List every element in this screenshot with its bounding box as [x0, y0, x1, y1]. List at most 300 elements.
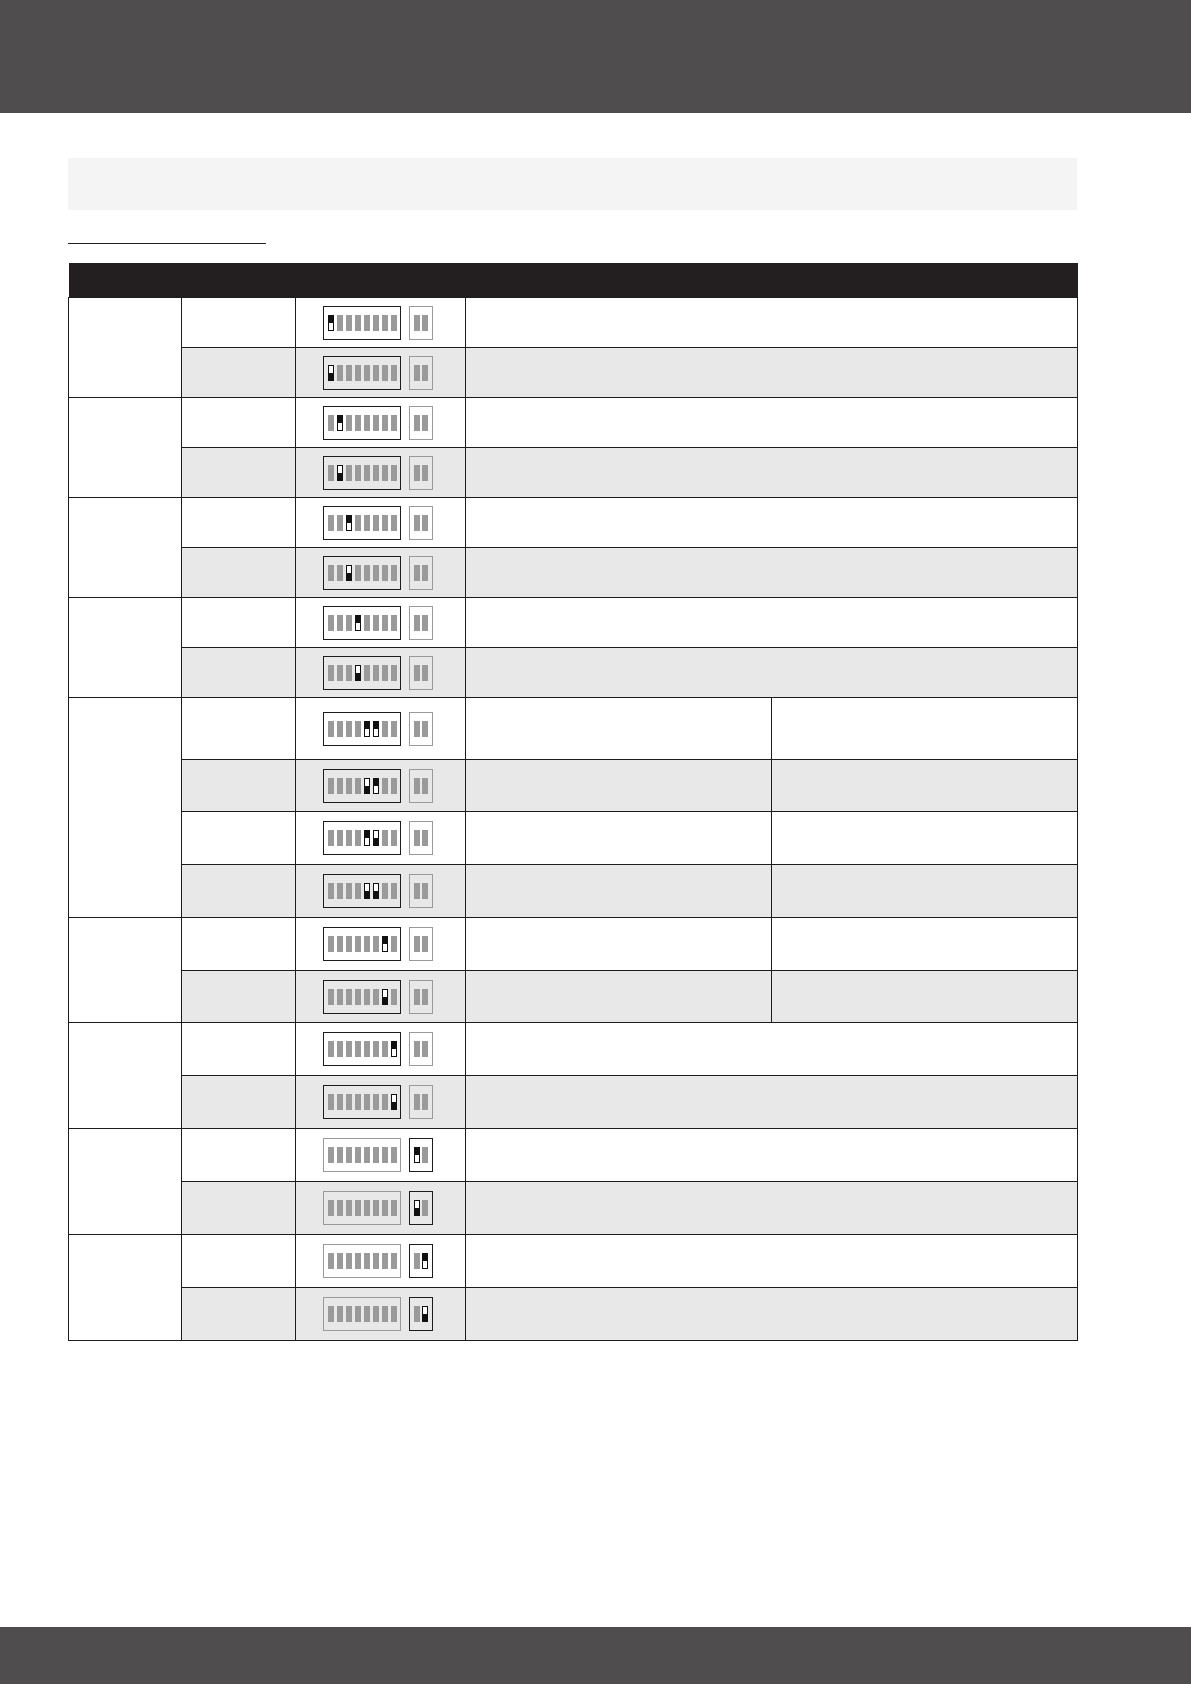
dip-switch-toggle [414, 665, 420, 681]
dip-switch-toggle [328, 989, 334, 1005]
setting-cell [182, 1235, 296, 1288]
dip-switch-toggle [382, 415, 388, 431]
dip-switch-bank-8 [323, 356, 401, 390]
description-cell-secondary [772, 865, 1078, 918]
switch-diagram [296, 712, 465, 746]
dip-switch-toggle [355, 1253, 361, 1269]
dip-switch-toggle [391, 315, 397, 331]
dip-switch-toggle [364, 989, 370, 1005]
dip-switch-toggle [337, 721, 343, 737]
dip-switch-toggle [382, 615, 388, 631]
dip-switch-toggle [422, 415, 428, 431]
dip-switch-bank-8 [323, 1032, 401, 1066]
group-cell [69, 498, 182, 598]
dip-switch-toggle [373, 883, 379, 899]
dip-switch-toggle [328, 315, 334, 331]
switch-diagram [296, 656, 465, 690]
dip-switch-toggle [364, 1306, 370, 1322]
description-cell [466, 812, 772, 865]
switch-diagram-cell [296, 1023, 466, 1076]
switch-diagram [296, 1244, 465, 1278]
dip-switch-toggle [391, 1253, 397, 1269]
switch-diagram [296, 980, 465, 1014]
dip-switch-toggle [382, 778, 388, 794]
dip-switch-toggle [364, 936, 370, 952]
dip-switch-toggle [328, 615, 334, 631]
footer-band [0, 1627, 1191, 1684]
dip-switch-toggle [337, 936, 343, 952]
dip-switch-bank-2 [409, 606, 433, 640]
description-cell [466, 498, 1078, 548]
dip-switch-toggle [364, 615, 370, 631]
dip-switch-toggle [382, 883, 388, 899]
dip-switch-toggle [355, 1200, 361, 1216]
dip-switch-bank-2 [409, 356, 433, 390]
table-row [69, 1288, 1078, 1341]
switch-diagram-cell [296, 548, 466, 598]
dip-switch-toggle [328, 515, 334, 531]
description-cell [466, 1288, 1078, 1341]
setting-cell [182, 1023, 296, 1076]
setting-cell [182, 298, 296, 348]
dip-switch-toggle [355, 936, 361, 952]
dip-switch-toggle [346, 515, 352, 531]
setting-cell [182, 812, 296, 865]
dip-switch-toggle [328, 883, 334, 899]
dip-switch-bank-8 [323, 712, 401, 746]
group-cell [69, 1235, 182, 1341]
dip-switch-bank-8 [323, 1297, 401, 1331]
dip-switch-bank-8 [323, 406, 401, 440]
setting-cell [182, 498, 296, 548]
dip-switch-toggle [391, 665, 397, 681]
dip-switch-bank-8 [323, 1244, 401, 1278]
dip-switch-toggle [355, 365, 361, 381]
setting-cell [182, 971, 296, 1023]
dip-switch-toggle [364, 465, 370, 481]
dip-switch-toggle [422, 1094, 428, 1110]
dip-switch-toggle [391, 565, 397, 581]
dip-switch-toggle [337, 465, 343, 481]
dip-switch-toggle [328, 1306, 334, 1322]
dip-switch-bank-8 [323, 1085, 401, 1119]
dip-switch-toggle [391, 1041, 397, 1057]
dip-switch-toggle [355, 565, 361, 581]
dip-switch-toggle [422, 1041, 428, 1057]
table-row [69, 812, 1078, 865]
dip-switch-toggle [328, 1147, 334, 1163]
dip-switch-toggle [422, 515, 428, 531]
table-row [69, 760, 1078, 812]
table-body [69, 298, 1078, 1341]
section-underline [68, 243, 266, 244]
dip-switch-toggle [346, 615, 352, 631]
dip-switch-toggle [346, 1147, 352, 1163]
switch-diagram [296, 1085, 465, 1119]
group-cell [69, 698, 182, 918]
dip-switch-toggle [328, 565, 334, 581]
switch-diagram [296, 406, 465, 440]
dip-switch-toggle [328, 365, 334, 381]
switch-diagram [296, 1138, 465, 1172]
dip-switch-toggle [414, 515, 420, 531]
dip-switch-toggle [337, 883, 343, 899]
dip-switch-toggle [391, 1094, 397, 1110]
dip-switch-toggle [422, 465, 428, 481]
description-cell [466, 1182, 1078, 1235]
dip-switch-bank-2 [409, 769, 433, 803]
dip-switch-toggle [346, 315, 352, 331]
dip-switch-toggle [328, 721, 334, 737]
dip-switch-toggle [355, 615, 361, 631]
group-cell [69, 918, 182, 1023]
header-band [0, 0, 1191, 113]
dip-switch-toggle [382, 1147, 388, 1163]
switch-diagram-cell [296, 1235, 466, 1288]
dip-switch-toggle [337, 415, 343, 431]
description-cell [466, 298, 1078, 348]
switch-diagram [296, 1297, 465, 1331]
dip-switch-toggle [382, 1306, 388, 1322]
dip-switch-toggle [382, 1094, 388, 1110]
dip-switch-toggle [391, 721, 397, 737]
setting-cell [182, 918, 296, 971]
dip-switch-toggle [391, 415, 397, 431]
dip-switch-toggle [414, 830, 420, 846]
dip-switch-bank-2 [409, 656, 433, 690]
dip-switch-bank-8 [323, 306, 401, 340]
switch-diagram [296, 506, 465, 540]
dip-switch-toggle [391, 515, 397, 531]
dip-switch-toggle [346, 415, 352, 431]
description-cell [466, 1023, 1078, 1076]
switch-diagram-cell [296, 1182, 466, 1235]
dip-switch-toggle [414, 315, 420, 331]
dip-switch-toggle [346, 883, 352, 899]
switch-diagram-cell [296, 398, 466, 448]
dip-switch-toggle [355, 1147, 361, 1163]
dip-switch-bank-2 [409, 1297, 433, 1331]
dip-switch-toggle [391, 1306, 397, 1322]
dip-switch-toggle [355, 465, 361, 481]
table-row [69, 1129, 1078, 1182]
description-cell-secondary [772, 918, 1078, 971]
dip-switch-toggle [364, 721, 370, 737]
switch-diagram-cell [296, 971, 466, 1023]
setting-cell [182, 348, 296, 398]
dip-switch-toggle [414, 883, 420, 899]
dip-switch-toggle [373, 1094, 379, 1110]
setting-cell [182, 648, 296, 698]
dip-switch-toggle [373, 1147, 379, 1163]
dip-switch-toggle [337, 1200, 343, 1216]
dip-switch-toggle [346, 365, 352, 381]
setting-cell [182, 448, 296, 498]
dip-switch-toggle [422, 365, 428, 381]
switch-diagram-cell [296, 348, 466, 398]
switch-diagram-cell [296, 698, 466, 760]
dip-switch-toggle [337, 1306, 343, 1322]
description-cell [466, 698, 772, 760]
dip-switch-bank-8 [323, 606, 401, 640]
dip-switch-toggle [382, 1200, 388, 1216]
description-cell [466, 971, 772, 1023]
dip-switch-bank-2 [409, 1244, 433, 1278]
dip-switch-bank-8 [323, 506, 401, 540]
setting-cell [182, 865, 296, 918]
dip-switch-toggle [373, 830, 379, 846]
table-header-row [69, 263, 1078, 298]
table-row [69, 298, 1078, 348]
dip-switch-toggle [422, 936, 428, 952]
dip-switch-toggle [422, 883, 428, 899]
dip-switch-toggle [328, 830, 334, 846]
switch-diagram-cell [296, 918, 466, 971]
dip-switch-toggle [414, 1200, 420, 1216]
switch-diagram [296, 927, 465, 961]
description-cell-secondary [772, 760, 1078, 812]
switch-diagram-cell [296, 598, 466, 648]
dip-switch-toggle [382, 465, 388, 481]
dip-switch-toggle [364, 883, 370, 899]
description-cell [466, 348, 1078, 398]
description-cell [466, 918, 772, 971]
dip-switch-toggle [373, 665, 379, 681]
dip-switch-toggle [391, 830, 397, 846]
dip-switch-toggle [414, 565, 420, 581]
switch-diagram-cell [296, 498, 466, 548]
dip-switch-toggle [346, 465, 352, 481]
dip-switch-toggle [337, 615, 343, 631]
dip-switch-toggle [355, 883, 361, 899]
dip-switch-toggle [346, 1200, 352, 1216]
dip-switch-toggle [328, 778, 334, 794]
dip-switch-toggle [373, 936, 379, 952]
dip-switch-toggle [364, 665, 370, 681]
dip-switch-bank-8 [323, 769, 401, 803]
table-header-cell [466, 263, 772, 298]
dip-switch-toggle [382, 565, 388, 581]
dip-switch-toggle [422, 1147, 428, 1163]
dip-switch-toggle [346, 721, 352, 737]
dip-switch-toggle [391, 778, 397, 794]
dip-switch-toggle [414, 415, 420, 431]
dip-switch-toggle [328, 1253, 334, 1269]
table-row [69, 865, 1078, 918]
dip-switch-toggle [422, 565, 428, 581]
dip-switch-toggle [391, 1200, 397, 1216]
dip-switch-bank-8 [323, 980, 401, 1014]
dip-switch-table [68, 263, 1078, 1341]
dip-switch-toggle [346, 1094, 352, 1110]
table-row [69, 1023, 1078, 1076]
switch-diagram-cell [296, 760, 466, 812]
dip-switch-toggle [346, 936, 352, 952]
description-cell [466, 648, 1078, 698]
dip-switch-toggle [373, 1200, 379, 1216]
dip-switch-bank-8 [323, 874, 401, 908]
dip-switch-toggle [414, 778, 420, 794]
dip-switch-toggle [373, 721, 379, 737]
table-header-cell [772, 263, 1078, 298]
dip-switch-toggle [346, 565, 352, 581]
dip-switch-bank-8 [323, 556, 401, 590]
dip-switch-toggle [391, 883, 397, 899]
dip-switch-bank-2 [409, 1085, 433, 1119]
dip-switch-toggle [346, 1041, 352, 1057]
dip-switch-toggle [337, 515, 343, 531]
switch-diagram [296, 306, 465, 340]
dip-switch-toggle [337, 989, 343, 1005]
dip-switch-toggle [328, 1041, 334, 1057]
description-cell [466, 1129, 1078, 1182]
description-cell [466, 448, 1078, 498]
dip-switch-toggle [328, 665, 334, 681]
switch-diagram [296, 874, 465, 908]
dip-switch-toggle [414, 1253, 420, 1269]
dip-switch-toggle [373, 1306, 379, 1322]
dip-switch-toggle [373, 415, 379, 431]
dip-switch-toggle [337, 1147, 343, 1163]
dip-switch-toggle [382, 989, 388, 1005]
dip-switch-bank-2 [409, 306, 433, 340]
table-row [69, 1235, 1078, 1288]
table-row [69, 918, 1078, 971]
dip-switch-toggle [391, 989, 397, 1005]
description-cell-secondary [772, 971, 1078, 1023]
switch-diagram [296, 456, 465, 490]
table-header-cell [296, 263, 466, 298]
table-row [69, 348, 1078, 398]
dip-switch-toggle [355, 1094, 361, 1110]
dip-switch-toggle [373, 615, 379, 631]
group-cell [69, 1023, 182, 1129]
group-cell [69, 398, 182, 498]
table-row [69, 598, 1078, 648]
table-row [69, 1182, 1078, 1235]
switch-diagram [296, 606, 465, 640]
dip-switch-toggle [373, 1041, 379, 1057]
dip-switch-toggle [422, 665, 428, 681]
dip-switch-toggle [364, 365, 370, 381]
dip-switch-toggle [391, 465, 397, 481]
dip-switch-toggle [346, 1253, 352, 1269]
dip-switch-toggle [414, 1041, 420, 1057]
setting-cell [182, 1076, 296, 1129]
switch-diagram-cell [296, 865, 466, 918]
dip-switch-toggle [391, 936, 397, 952]
switch-diagram [296, 1032, 465, 1066]
dip-switch-toggle [373, 515, 379, 531]
dip-switch-toggle [382, 721, 388, 737]
dip-switch-toggle [382, 1253, 388, 1269]
dip-switch-toggle [328, 465, 334, 481]
dip-switch-toggle [364, 565, 370, 581]
dip-switch-toggle [414, 465, 420, 481]
dip-switch-toggle [364, 1200, 370, 1216]
dip-switch-toggle [364, 515, 370, 531]
table-row [69, 648, 1078, 698]
description-cell [466, 865, 772, 918]
setting-cell [182, 760, 296, 812]
dip-switch-bank-2 [409, 712, 433, 746]
dip-switch-toggle [382, 665, 388, 681]
table-row [69, 548, 1078, 598]
dip-switch-bank-2 [409, 1191, 433, 1225]
dip-switch-toggle [414, 721, 420, 737]
dip-switch-toggle [328, 415, 334, 431]
dip-switch-toggle [355, 1306, 361, 1322]
switch-diagram-cell [296, 1076, 466, 1129]
dip-switch-bank-8 [323, 821, 401, 855]
dip-switch-toggle [391, 365, 397, 381]
switch-diagram-cell [296, 448, 466, 498]
table-header-cell [182, 263, 296, 298]
switch-diagram [296, 556, 465, 590]
dip-switch-bank-2 [409, 927, 433, 961]
dip-switch-toggle [337, 1041, 343, 1057]
dip-switch-toggle [382, 936, 388, 952]
dip-switch-toggle [364, 415, 370, 431]
title-bar [68, 158, 1077, 210]
description-cell [466, 398, 1078, 448]
group-cell [69, 298, 182, 398]
dip-switch-toggle [382, 315, 388, 331]
dip-switch-bank-2 [409, 556, 433, 590]
dip-switch-toggle [346, 989, 352, 1005]
dip-switch-toggle [355, 515, 361, 531]
switch-diagram-cell [296, 1288, 466, 1341]
dip-switch-toggle [414, 365, 420, 381]
switch-diagram-cell [296, 648, 466, 698]
description-cell [466, 1076, 1078, 1129]
dip-switch-toggle [328, 1200, 334, 1216]
dip-switch-toggle [373, 778, 379, 794]
dip-switch-toggle [355, 1041, 361, 1057]
table-row [69, 1076, 1078, 1129]
description-cell [466, 548, 1078, 598]
table-row [69, 398, 1078, 448]
dip-switch-bank-2 [409, 1138, 433, 1172]
dip-switch-toggle [391, 1147, 397, 1163]
dip-switch-toggle [422, 721, 428, 737]
dip-switch-toggle [346, 665, 352, 681]
dip-switch-toggle [355, 665, 361, 681]
switch-diagram-cell [296, 812, 466, 865]
group-cell [69, 1129, 182, 1235]
description-cell [466, 1235, 1078, 1288]
dip-switch-toggle [346, 778, 352, 794]
dip-switch-toggle [337, 778, 343, 794]
dip-switch-toggle [364, 1041, 370, 1057]
table-row [69, 971, 1078, 1023]
dip-switch-toggle [373, 465, 379, 481]
switch-diagram [296, 769, 465, 803]
dip-switch-toggle [337, 365, 343, 381]
switch-diagram [296, 356, 465, 390]
table-row [69, 698, 1078, 760]
dip-switch-toggle [355, 721, 361, 737]
dip-switch-toggle [355, 989, 361, 1005]
dip-switch-toggle [364, 830, 370, 846]
dip-switch-toggle [373, 315, 379, 331]
dip-switch-bank-2 [409, 406, 433, 440]
dip-switch-toggle [346, 830, 352, 846]
dip-switch-toggle [337, 665, 343, 681]
switch-diagram [296, 1191, 465, 1225]
dip-switch-toggle [364, 1094, 370, 1110]
dip-switch-toggle [422, 1200, 428, 1216]
